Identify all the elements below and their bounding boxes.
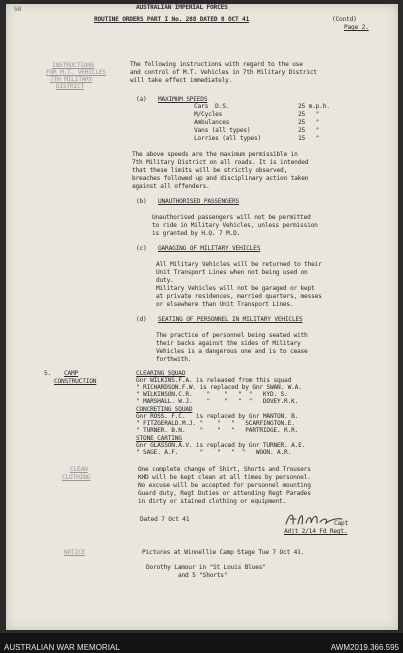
section-d-label: (d) [136, 316, 147, 323]
section-c-body: duty. [156, 277, 174, 284]
dated-line: Dated 7 Oct 41 [140, 516, 190, 523]
section-a-body: breaches followed up and disciplinary action taken [132, 175, 309, 182]
section-c-heading: GARAGING OF MILITARY VEHICLES [158, 245, 261, 252]
squad-line: Gnr GLASSON.A.V. is replaced by Gnr TURNER. A.E. [136, 442, 306, 449]
camp-section-number: 5. [44, 370, 52, 377]
intro-line: will take effect immediately. [130, 77, 233, 84]
section-a-body: that these limits will be strictly observed, [132, 167, 288, 174]
footer-institution: AUSTRALIAN WAR MEMORIAL [4, 643, 120, 652]
signature-role: Adjt 2/14 Fd Regt. [284, 528, 348, 535]
section-d-body: Vehicles is a dangerous one and is to cease [156, 348, 308, 355]
notice-line: Dorothy Lamour in "St Louis Blues" [146, 564, 266, 571]
section-a-body: 7th Military District on all roads. It is intended [132, 159, 309, 166]
speed-vehicle: Cars D.S. [194, 103, 230, 110]
section-d-heading: SEATING OF PERSONNEL IN MILITARY VEHICLES [158, 316, 303, 323]
speed-value: 25 " [298, 111, 320, 118]
camp-heading: CAMP [64, 370, 79, 377]
section-c-body: or elsewhere than Unit Transport Lines. [156, 301, 294, 308]
squad-line: " FITZGERALD.M.J. " " " SCARFINGTON.E. [136, 420, 295, 427]
squad-line: " RICHARDSON.F.W. is replaced by Gnr SWAN. W.A. [136, 384, 302, 391]
clean-heading-2: CLOTHING [62, 474, 91, 481]
speed-vehicle: Ambulances [194, 119, 230, 126]
section-c-body: at private residences, married quarters, messes [156, 293, 322, 300]
contd-label: (Contd) [332, 16, 357, 23]
notice-heading: NOTICE [64, 549, 86, 556]
archive-footer [0, 633, 403, 653]
clean-body: in dirty or stained clothing or equipment. [138, 498, 287, 505]
section-b-heading: UNAUTHORISED PASSENGERS [158, 198, 240, 205]
camp-heading-2: CONSTRUCTION [54, 378, 97, 385]
section-b-body: to ride in Military Vehicles, unless permission [152, 222, 318, 229]
section-d-body: their backs against the sides of Military [156, 340, 301, 347]
clean-heading: CLEAN [70, 466, 88, 473]
document-page [6, 4, 398, 630]
section-c-body: All Military Vehicles will be returned to their [156, 261, 322, 268]
signature-rank: Capt [334, 520, 349, 527]
clean-body: Guard duty, Regt Duties or attending Regt Parades [138, 490, 311, 497]
section-d-body: forthwith. [156, 356, 192, 363]
speed-vehicle: M/Cycles [194, 111, 223, 118]
squad-line: " MARSHALL. W.J. " " " " DOVEY.R.K. [136, 398, 299, 405]
section-c-label: (c) [136, 245, 147, 252]
intro-line: The following instructions with regard to the use [130, 61, 303, 68]
speed-value: 25 m.p.h. [298, 103, 330, 110]
margin-heading-line: DISTRICT [56, 83, 85, 90]
footer-accession-number: AWM2019.366.595 [330, 643, 399, 652]
margin-heading-line: FOR M.T. VEHICLES [46, 69, 106, 76]
section-b-body: Unauthorised passengers will not be permitted [152, 214, 311, 221]
notice-line: and 5 "Shorts" [178, 572, 228, 579]
squad-line: Gnr ROSS. F.C. is replaced by Gnr MANTON. B. [136, 413, 299, 420]
section-b-body: is granted by H.Q. 7 M.D. [152, 230, 241, 237]
speed-vehicle: Vans (all types) [194, 127, 251, 134]
section-a-heading: MAXIMUM SPEEDS [158, 96, 208, 103]
squad-heading: CONCRETING SQUAD [136, 406, 193, 413]
speed-value: 15 " [298, 135, 320, 142]
page-mark: 58 [14, 6, 22, 13]
section-b-label: (b) [136, 198, 147, 205]
clean-body: No excuse will be accepted for personnel mounting [138, 482, 311, 489]
notice-line: Pictures at Winnellie Camp Stage Tue 7 Oct 41. [142, 549, 305, 556]
squad-line: " TURNER. B.N. " " " PARTRIDGE. R.R. [136, 427, 299, 434]
page-number: Page 2. [344, 24, 369, 31]
section-a-body: against all offenders. [132, 183, 210, 190]
clean-body: KHD will be kept clean at all times by personnel. [138, 474, 311, 481]
squad-line: " WILKINSON.C.R. " " " " KYD. S. [136, 391, 288, 398]
squad-heading: CLEARING SQUAD [136, 370, 186, 377]
margin-heading-line: 7TH MILITARY [50, 76, 93, 83]
section-c-body: Military Vehicles will not be garaged or kept [156, 285, 315, 292]
squad-line: " SAGE. A.F. " " " " WOON. A.R. [136, 449, 292, 456]
margin-heading-line: INSTRUCTIONS [52, 62, 95, 69]
section-a-body: The above speeds are the maximum permissible in [132, 151, 298, 158]
orders-title: ROUTINE ORDERS PART I No. 288 DATED 8 OCT 41 [94, 16, 250, 23]
org-heading: AUSTRALIAN IMPERIAL FORCES [136, 4, 228, 11]
section-a-label: (a) [136, 96, 147, 103]
speed-vehicle: Lorries (all types) [194, 135, 261, 142]
squad-line: Gnr WILKINS.F.A. is released from this squad [136, 377, 292, 384]
clean-body: One complete change of Shirt, Shorts and Trousers [138, 466, 311, 473]
squad-heading: STONE CARTING [136, 435, 182, 442]
intro-line: and control of M.T. Vehicles in 7th Military District [130, 69, 317, 76]
speed-value: 25 " [298, 119, 320, 126]
section-c-body: Unit Transport Lines when not being used on [156, 269, 308, 276]
speed-value: 25 " [298, 127, 320, 134]
section-d-body: The practice of personnel being seated with [156, 332, 308, 339]
